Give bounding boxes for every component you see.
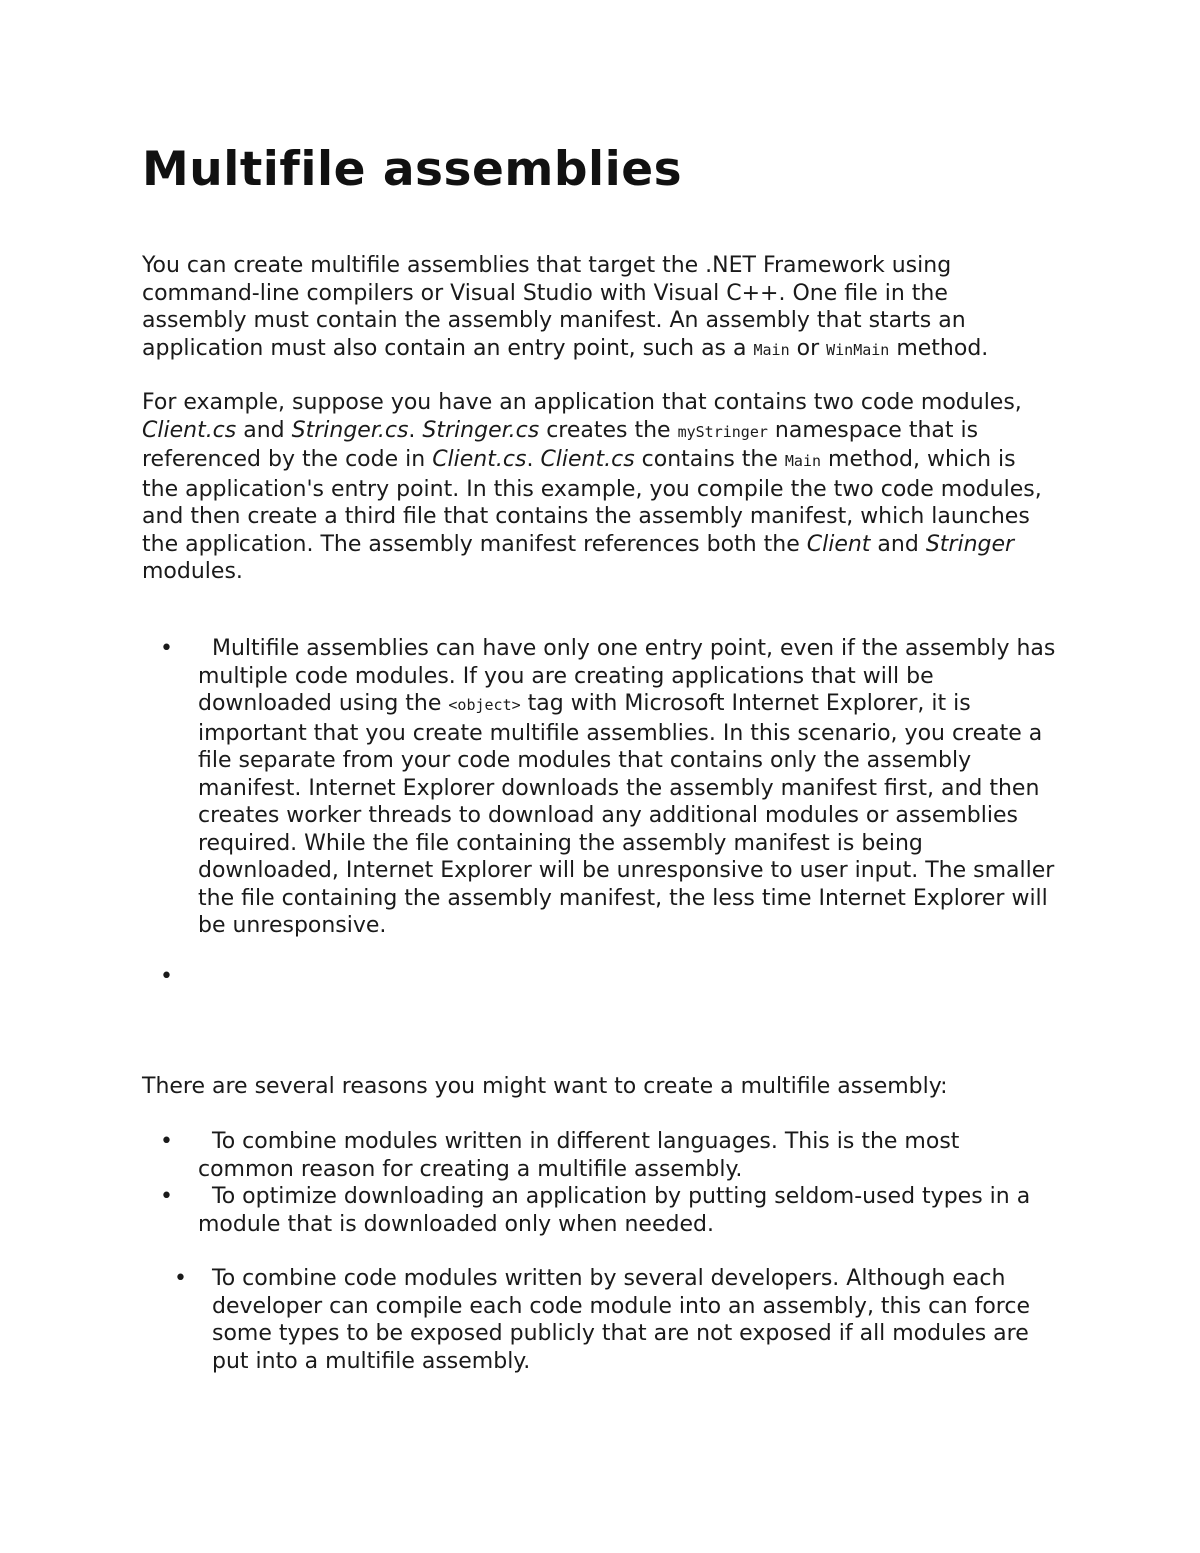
code-winmain: WinMain: [826, 340, 890, 359]
reason-item: To optimize downloading an application by putting seldom-used types in a module that is downloaded only when needed.: [198, 1184, 1031, 1237]
example-paragraph: [142, 389, 1042, 586]
code-main: Main: [784, 452, 822, 470]
example-text: and: [870, 531, 926, 557]
intro-text-1: You can create multifile assemblies that target the .NET Framework using command-line compilers or Visual Studio with Visual C++. One file in the assembly must contain the assembly manifest. An assembly that starts an application must also contain an entry point, such as a: [142, 253, 966, 361]
page-title: Multifile assemblies: [142, 142, 683, 197]
note-text: Multifile assemblies can have only one entry point, even if the assembly has multiple code modules. If you are creating applications that will be downloaded using the: [198, 636, 1056, 716]
reason-item: To combine modules written in different languages. This is the most common reason for creating a multifile assembly.: [198, 1129, 960, 1182]
example-text: modules.: [142, 559, 243, 584]
example-text: For example, suppose you have an application that contains two code modules,: [142, 390, 1022, 415]
note-text: tag with Microsoft Internet Explorer, it is important that you create multifile assemblies. In this scenario, you create a file separate from your code modules that contains only the assembly manifest. Internet Explorer downloads the assembly manifest first, and then creates worker threads to download any additional modules or assemblies required. While the file containing the assembly manifest is being downloaded, Internet Explorer will be unresponsive to user input. The smaller the file containing the assembly manifest, the less time Internet Explorer will be unresponsive.: [198, 691, 1055, 938]
code-namespace: myStringer: [677, 422, 768, 441]
reason-item: To combine code modules written by several developers. Although each developer can compile each code module into an assembly, this can force some types to be exposed publicly that are not exposed if all modules are put into a multifile assembly.: [212, 1266, 1030, 1374]
reasons-intro: There are several reasons you might want to create a multifile assembly:: [142, 1074, 948, 1099]
code-main: Main: [753, 340, 790, 359]
bullet-marker: •: [160, 1129, 173, 1154]
file-name: Client.cs: [540, 447, 635, 472]
intro-text-2: or: [789, 335, 827, 361]
bullet-marker: •: [160, 636, 173, 661]
empty-bullet-marker: •: [160, 964, 173, 989]
example-text: and: [236, 417, 292, 443]
example-text: .: [408, 417, 423, 443]
bullet-marker: •: [160, 1184, 173, 1209]
example-text: contains the: [634, 447, 785, 472]
note-paragraph: [198, 635, 1058, 940]
bullet-marker: •: [174, 1266, 187, 1291]
file-name: Stringer.cs: [422, 417, 540, 443]
intro-text-3: method.: [889, 335, 989, 361]
file-name: Client.cs: [142, 417, 237, 443]
example-text: creates the: [539, 417, 678, 443]
example-text: namespace that is referenced by the code in: [142, 417, 979, 472]
module-name: Client: [806, 531, 871, 557]
example-text: method, which is the application's entry point. In this example, you compile the two code modules, and then create a third file that contains the assembly manifest, which launches the application. The assembly manifest references both the: [142, 447, 1042, 557]
example-text: .: [526, 447, 541, 472]
module-name: Stringer: [925, 531, 1015, 557]
code-object-tag: <object>: [448, 696, 521, 714]
intro-paragraph: [142, 252, 1052, 364]
file-name: Client.cs: [432, 447, 527, 472]
file-name: Stringer.cs: [291, 417, 409, 443]
